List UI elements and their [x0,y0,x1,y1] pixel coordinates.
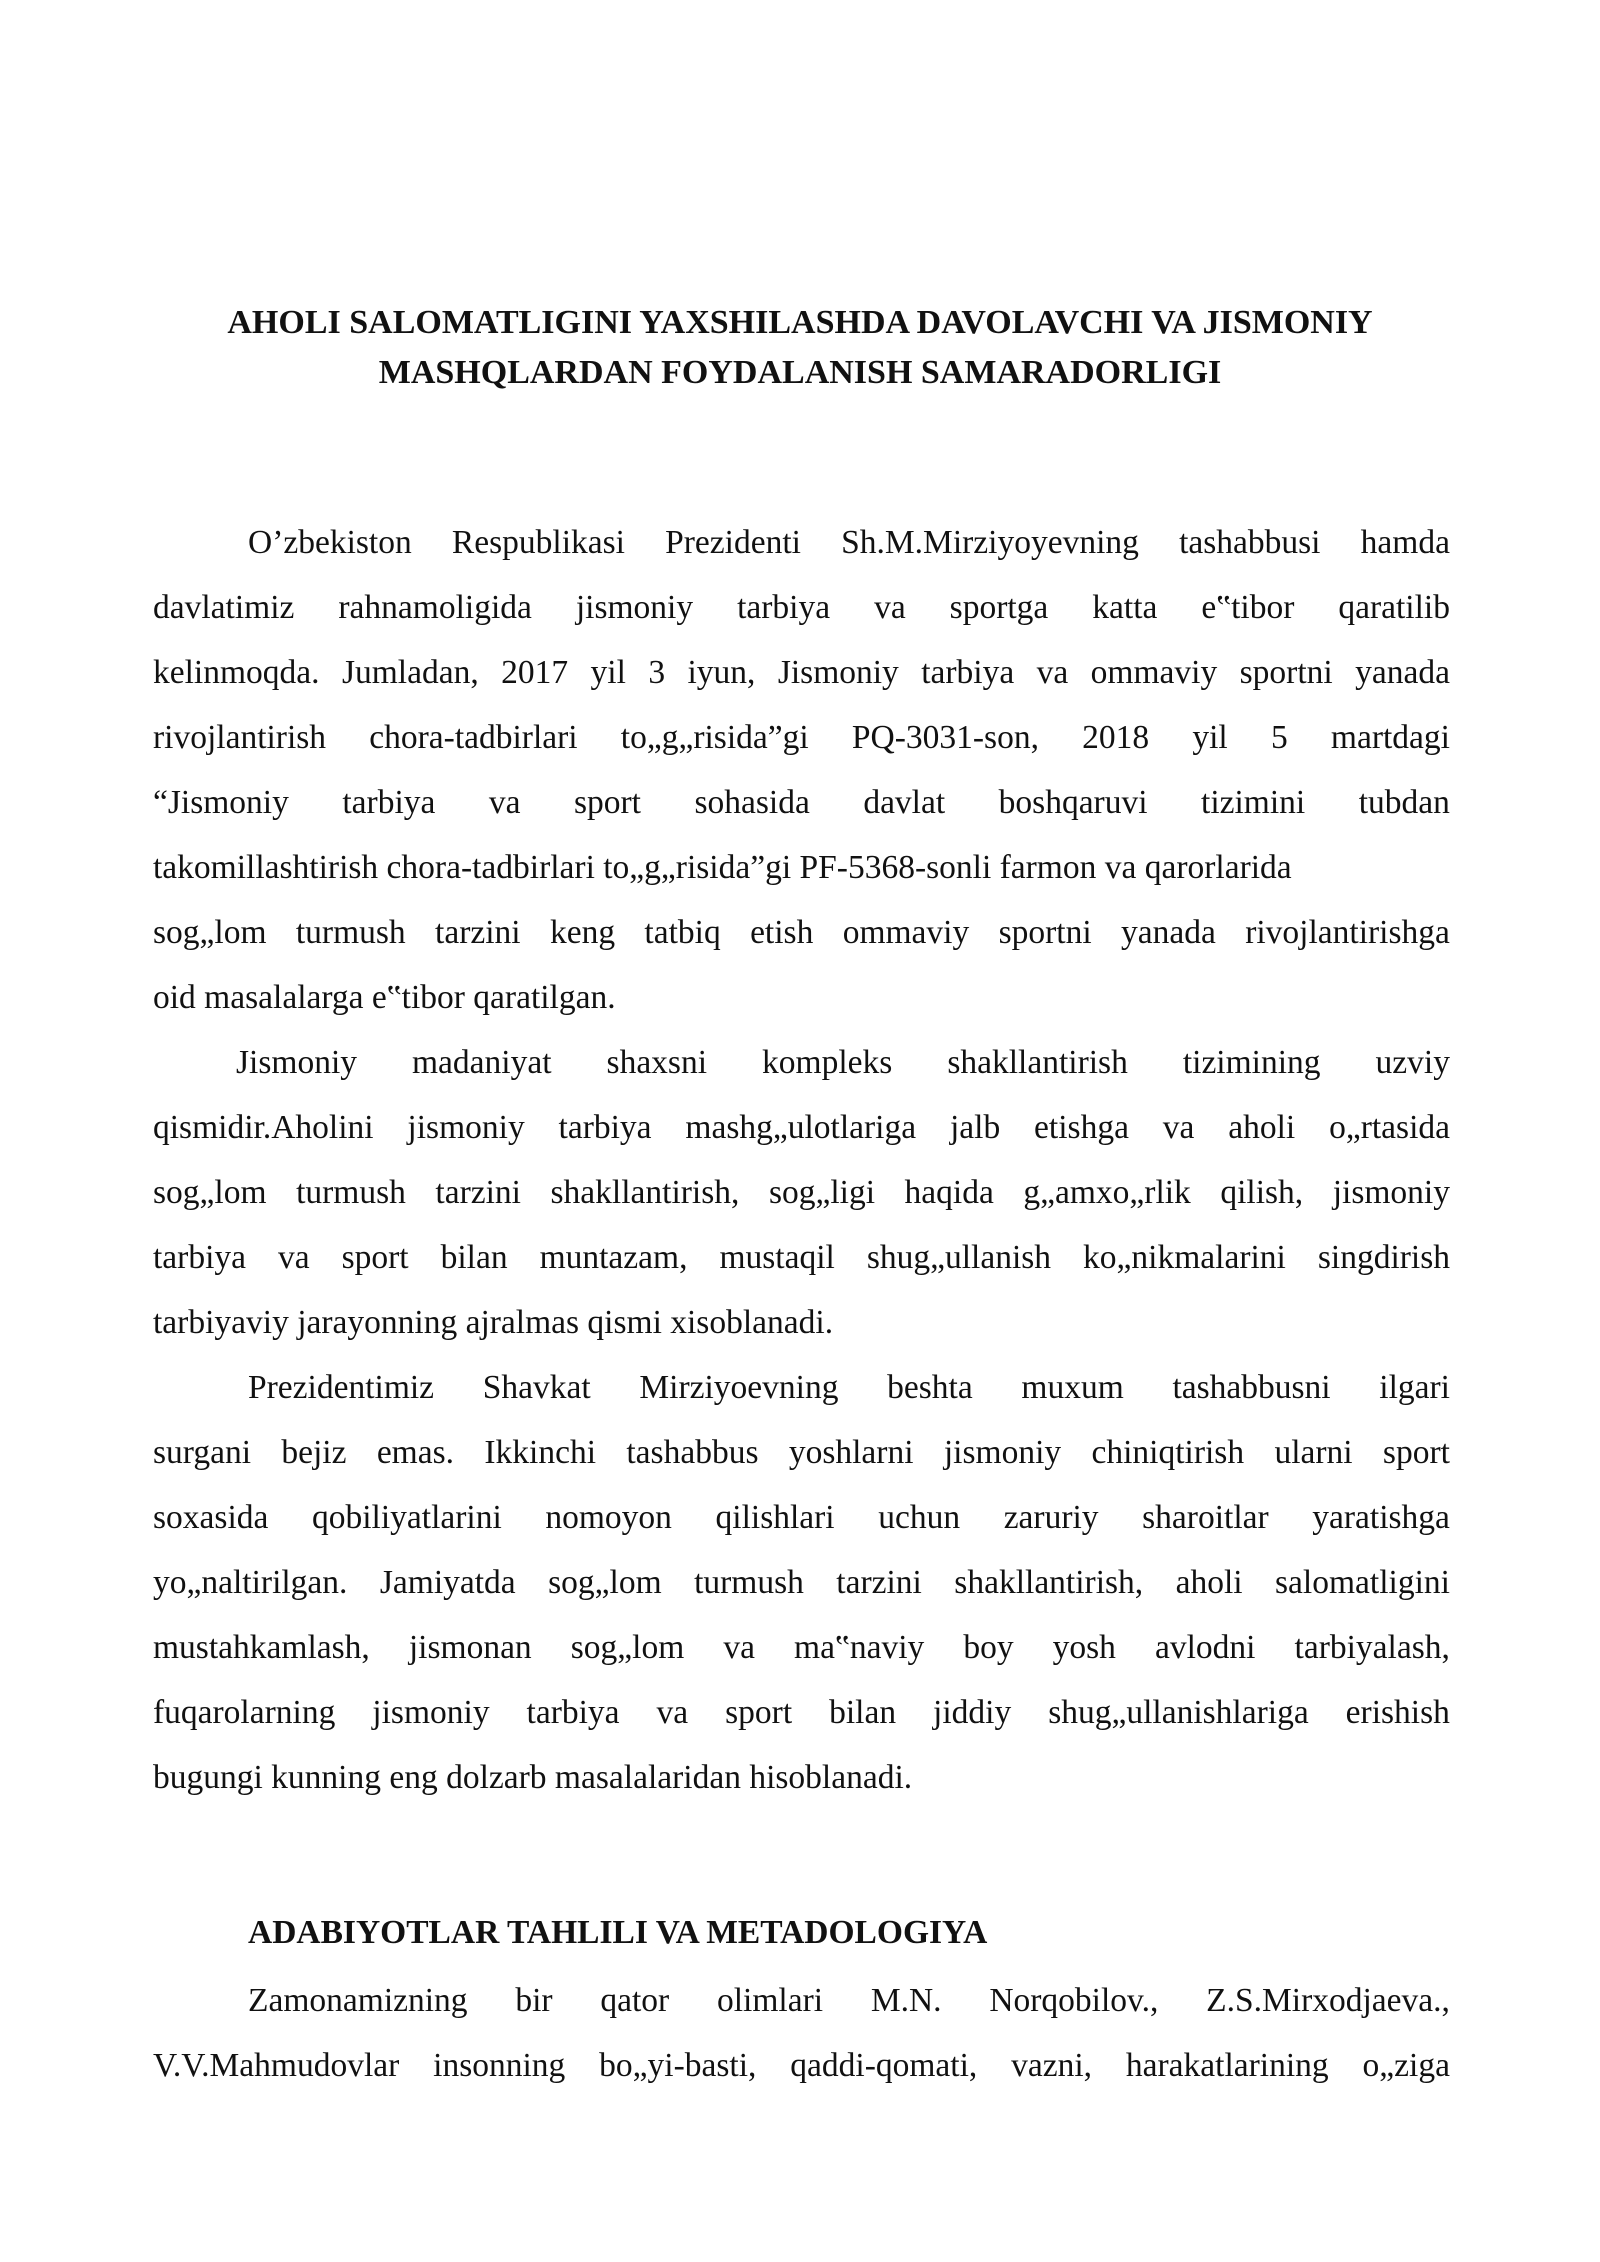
paragraph-line: O’zbekiston Respublikasi Prezidenti Sh.M.Mirziyoyevning tashabbusi hamda [248,524,1450,561]
body-text-continued [153,1968,1450,2098]
section-heading: ADABIYOTLAR TAHLILI VA METADOLOGIYA [248,1914,988,1951]
paragraph-3 [153,1355,1450,1810]
paragraph-line: tarbiyaviy jarayonning ajralmas qismi xisoblanadi. [153,1304,834,1341]
document-title [150,298,1450,398]
body-text [153,510,1450,1810]
paragraph-1 [153,510,1450,1030]
paragraph-line: Jismoniy madaniyat shaxsni kompleks shakllantirish tizimining uzviy [236,1044,1450,1081]
paragraph-2 [153,1030,1450,1355]
paragraph-line: V.V.Mahmudovlar insonning bo„yi-basti, qaddi-qomati, vazni, harakatlarining o„ziga [153,2047,1450,2084]
paragraph-line: davlatimiz rahnamoligida jismoniy tarbiya va sportga katta e‟tibor qaratilib [153,589,1450,626]
title-line-1: AHOLI SALOMATLIGINI YAXSHILASHDA DAVOLAVCHI VA JISMONIY [227,304,1373,341]
paragraph-line: tarbiya va sport bilan muntazam, mustaqil shug„ullanish ko„nikmalarini singdirish [153,1239,1450,1276]
paragraph-line: sog„lom turmush tarzini shakllantirish, sog„ligi haqida g„amxo„rlik qilish, jismoniy [153,1174,1450,1211]
paragraph-line: sog„lom turmush tarzini keng tatbiq etish ommaviy sportni yanada rivojlantirishga [153,914,1450,951]
paragraph-4 [153,1968,1450,2098]
paragraph-line: soxasida qobiliyatlarini nomoyon qilishlari uchun zaruriy sharoitlar yaratishga [153,1499,1450,1536]
paragraph-line: surgani bejiz emas. Ikkinchi tashabbus yoshlarni jismoniy chiniqtirish ularni sport [153,1434,1450,1471]
paragraph-line: qismidir.Aholini jismoniy tarbiya mashg„ulotlariga jalb etishga va aholi o„rtasida [153,1109,1450,1146]
paragraph-line: fuqarolarning jismoniy tarbiya va sport bilan jiddiy shug„ullanishlariga erishish [153,1694,1450,1731]
paragraph-line: “Jismoniy tarbiya va sport sohasida davlat boshqaruvi tizimini tubdan [153,784,1450,821]
paragraph-line: Zamonamizning bir qator olimlari M.N. Norqobilov., Z.S.Mirxodjaeva., [248,1982,1450,2019]
paragraph-line: takomillashtirish chora-tadbirlari to„g„risida”gi PF-5368-sonli farmon va qarorlarida [153,849,1292,886]
paragraph-line: kelinmoqda. Jumladan, 2017 yil 3 iyun, Jismoniy tarbiya va ommaviy sportni yanada [153,654,1450,691]
paragraph-line: yo„naltirilgan. Jamiyatda sog„lom turmush tarzini shakllantirish, aholi salomatligini [153,1564,1450,1601]
paragraph-line: mustahkamlash, jismonan sog„lom va ma‟naviy boy yosh avlodni tarbiyalash, [153,1629,1450,1666]
paragraph-line: bugungi kunning eng dolzarb masalalaridan hisoblanadi. [153,1759,913,1796]
paragraph-line: rivojlantirish chora-tadbirlari to„g„risida”gi PQ-3031-son, 2018 yil 5 martdagi [153,719,1450,756]
paragraph-line: Prezidentimiz Shavkat Mirziyoevning beshta muxum tashabbusni ilgari [248,1369,1450,1406]
paragraph-line: oid masalalarga e‟tibor qaratilgan. [153,979,616,1016]
title-line-2: MASHQLARDAN FOYDALANISH SAMARADORLIGI [378,354,1222,391]
